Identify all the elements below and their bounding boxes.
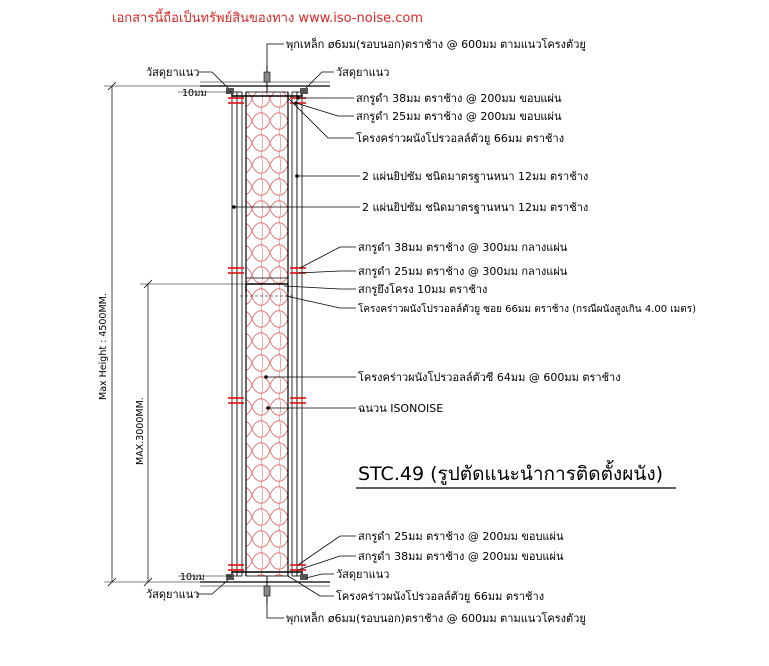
- max-height-label: Max Height : 4500MM.: [98, 293, 109, 400]
- label-u-track-splice: โครงคร่าวผนังโปรวอลล์ตัวยู ซอย 66มม ตราช้าง (กรณีผนังสูงเกิน 4.00 เมตร): [358, 304, 697, 315]
- label-top-sealant-right: วัสดุยาแนว: [336, 66, 390, 79]
- label-gypsum-1: 2 แผ่นยิปซัม ชนิดมาตรฐานหนา 12มม ตราช้าง: [362, 170, 589, 183]
- bottom-gap-label: 10มม: [180, 572, 205, 583]
- label-u-track-top: โครงคร่าวผนังโปรวอลล์ตัวยู 66มม ตราช้าง: [356, 132, 565, 145]
- label-c-stud: โครงคร่าวผนังโปรวอลล์ตัวซี 64มม @ 600มม ตราช้าง: [358, 371, 621, 384]
- label-screw-frame: สกรูยึงโครง 10มม ตราช้าง: [358, 283, 488, 296]
- label-screw25-mid: สกรูดำ 25มม ตราช้าง @ 300มม กลางแผ่น: [358, 265, 568, 278]
- label-insulation: ฉนวน ISONOISE: [358, 402, 444, 415]
- max-inner-label: MAX.3000MM.: [135, 397, 146, 465]
- label-screw25-top: สกรูดำ 25มม ตราช้าง @ 200มม ขอบแผ่น: [356, 110, 562, 123]
- dimension-lines: [104, 82, 246, 586]
- top-gap-label: 10มม: [182, 88, 207, 99]
- watermark-text: เอกสารนี้ถือเป็นทรัพย์สินของทาง www.iso-noise.com: [112, 11, 424, 26]
- label-screw38-top: สกรูดำ 38มม ตราช้าง @ 200มม ขอบแผ่น: [356, 92, 562, 105]
- insulation-core: [246, 92, 288, 576]
- label-bottom-sealant-right: วัสดุยาแนว: [336, 568, 390, 581]
- label-screw38-bot: สกรูดำ 38มม ตราช้าง @ 200มม ขอบแผ่น: [358, 550, 564, 563]
- label-top-anchor: พุกเหล็ก ø6มม(รอบนอก)ตราช้าง @ 600มม ตามแนวโครงตัวยู: [286, 38, 586, 51]
- label-gypsum-2: 2 แผ่นยิปซัม ชนิดมาตรฐานหนา 12มม ตราช้าง: [362, 201, 589, 214]
- label-top-sealant-left: วัสดุยาแนว: [146, 66, 200, 79]
- wall-assembly: [200, 66, 330, 604]
- label-bottom-sealant-left: วัสดุยาแนว: [146, 588, 200, 601]
- label-bottom-anchor: พุกเหล็ก ø6มม(รอบนอก)ตราช้าง @ 600มม ตามแนวโครงตัวยู: [286, 612, 586, 625]
- label-screw38-mid: สกรูดำ 38มม ตราช้าง @ 300มม กลางแผ่น: [358, 241, 568, 254]
- label-u-track-bot: โครงคร่าวผนังโปรวอลล์ตัวยู 66มม ตราช้าง: [336, 590, 545, 603]
- label-screw25-bot: สกรูดำ 25มม ตราช้าง @ 200มม ขอบแผ่น: [358, 530, 564, 543]
- drawing-title: STC.49 (รูปตัดแนะนำการติดตั้งผนัง): [358, 463, 664, 485]
